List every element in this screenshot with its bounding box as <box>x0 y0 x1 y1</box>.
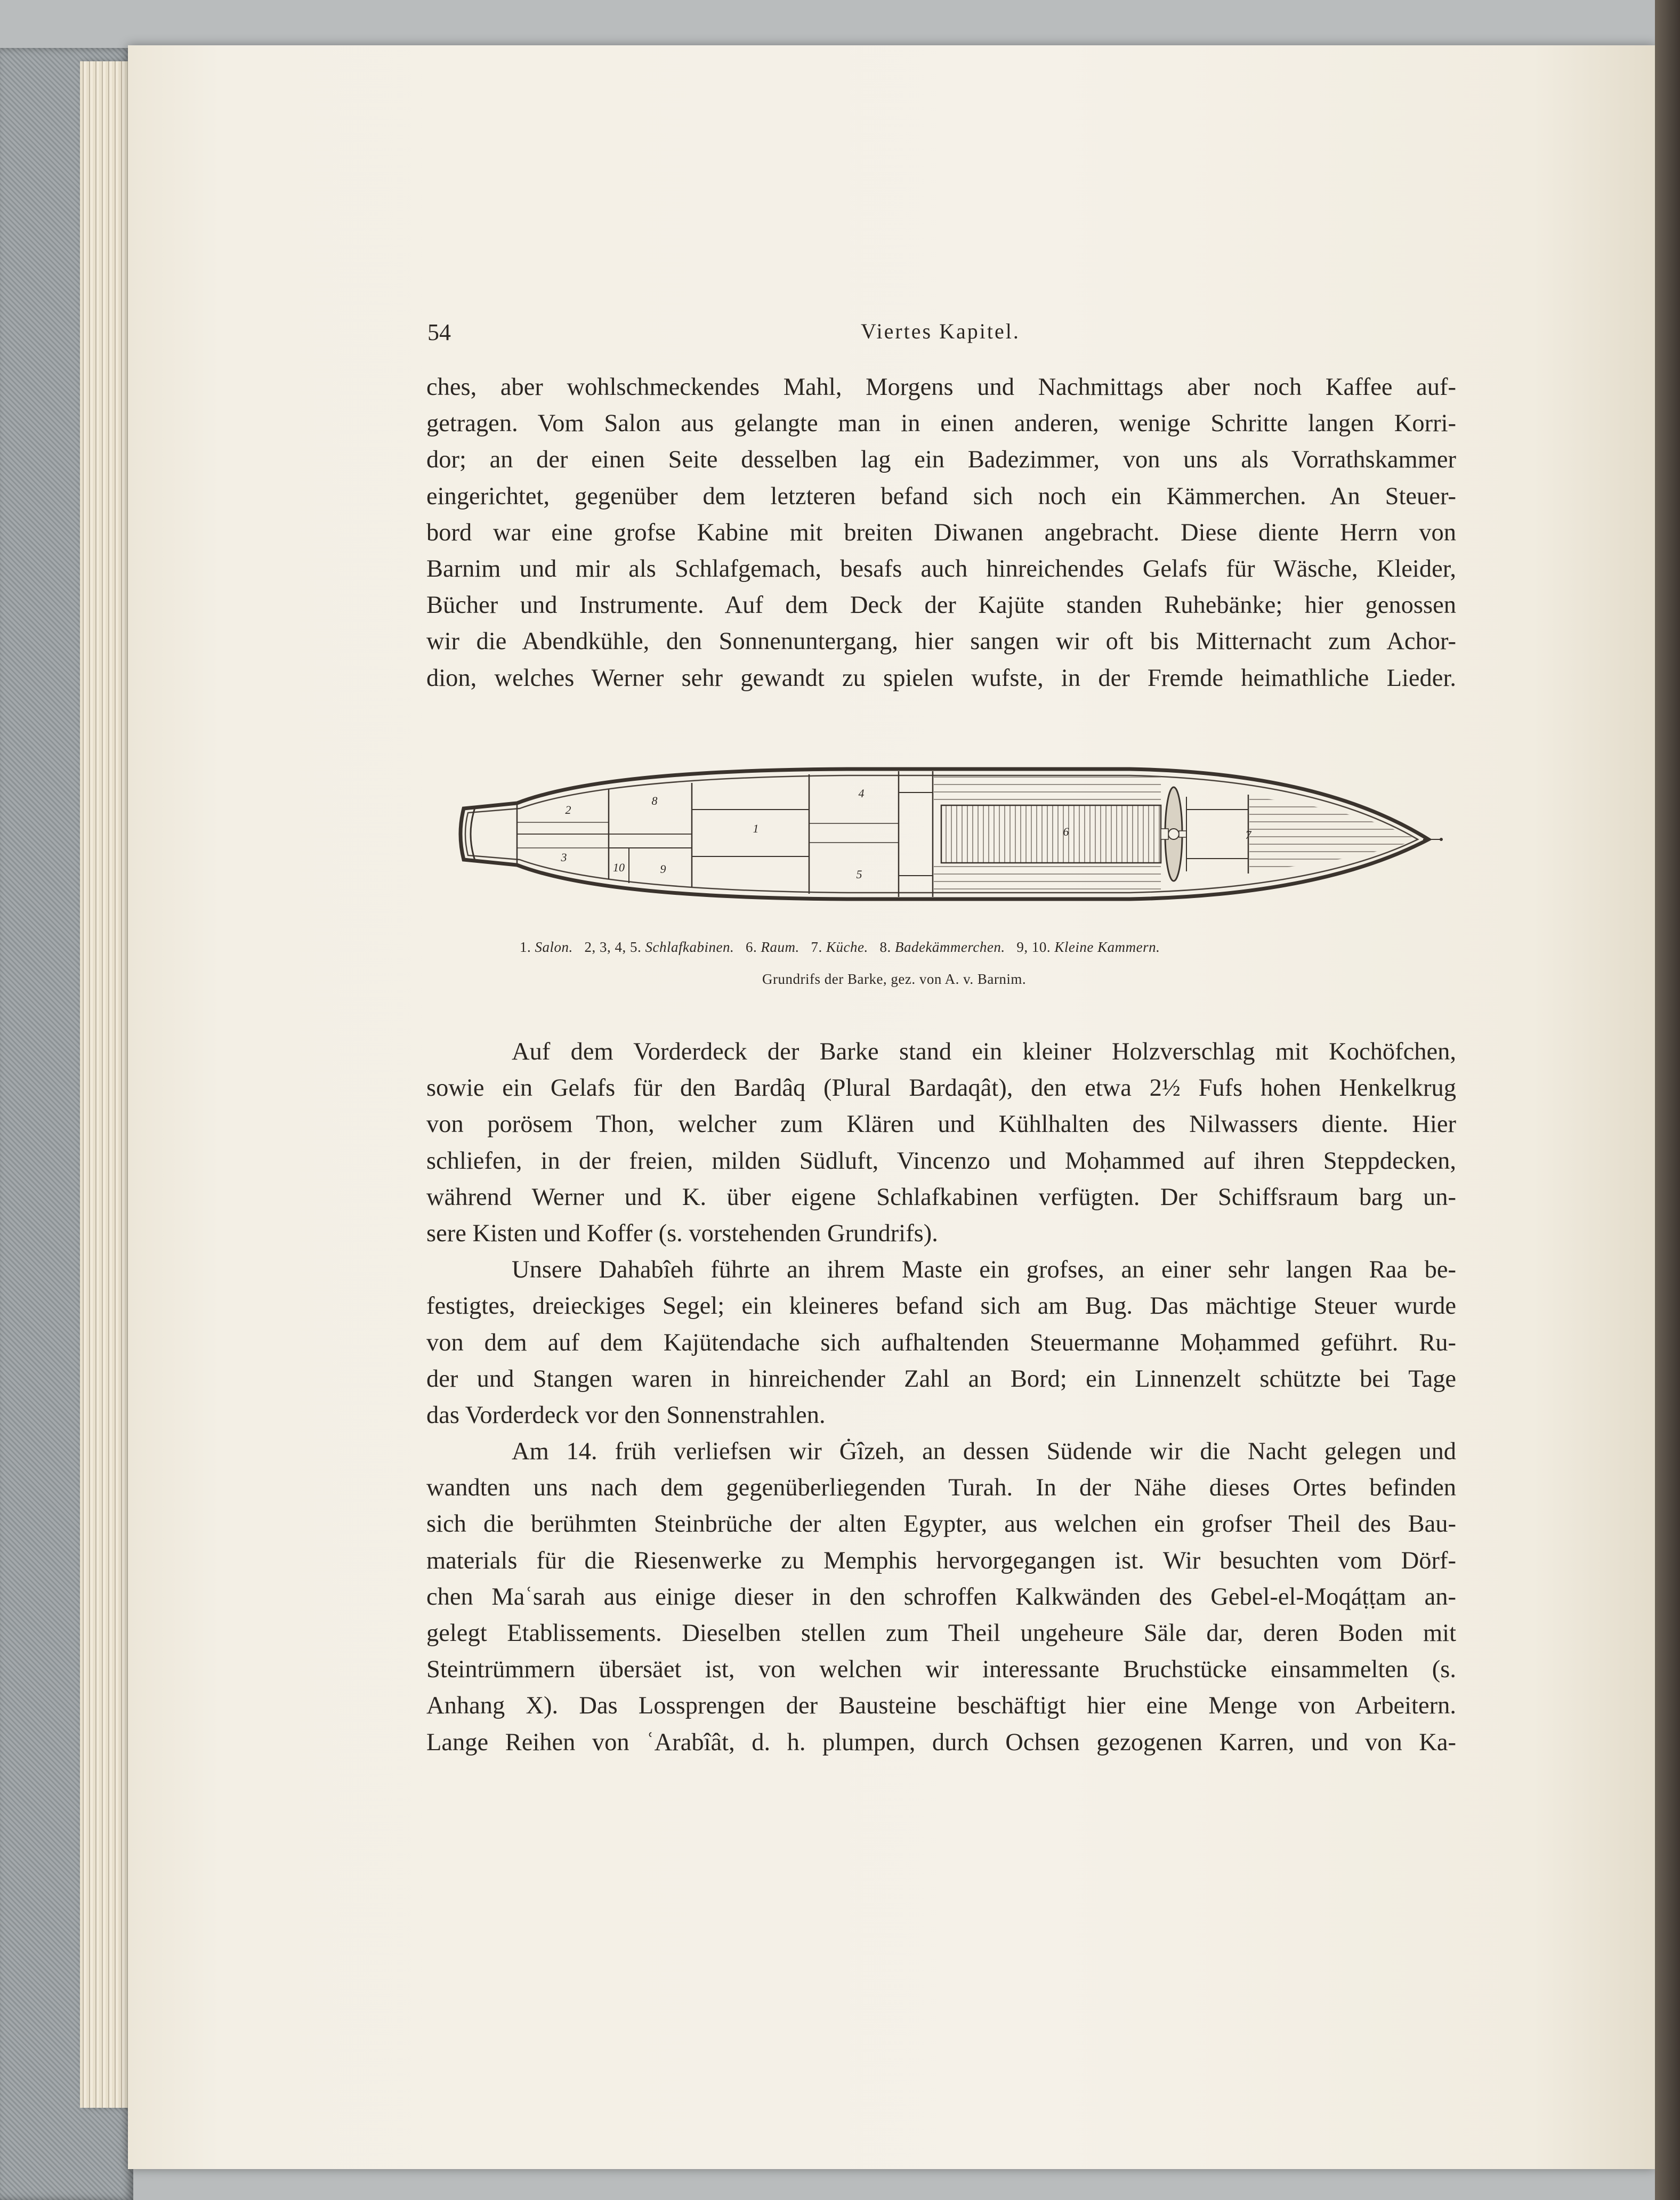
text-line: festigtes, dreieckiges Segel; ein kleineres befand sich am Bug. Das mächtige Steuer wurde <box>426 1292 1456 1320</box>
text-line: sowie ein Gelafs für den Bardâq (Plural Bardaqât), den etwa 2½ Fufs hohen Henkelkrug <box>426 1074 1456 1102</box>
text-line: Auf dem Vorderdeck der Barke stand ein kleiner Holzverschlag mit Kochöfchen, <box>512 1038 1456 1065</box>
text-line: bord war eine grofse Kabine mit breiten Diwanen angebracht. Diese diente Herrn von <box>426 519 1456 546</box>
text-line: Barnim und mir als Schlafgemach, besafs auch hinreichendes Gelafs für Wäsche, Kleider, <box>426 555 1456 583</box>
text-line: der und Stangen waren in hinreichender Zahl an Bord; ein Linnenzelt schützte bei Tage <box>426 1365 1456 1393</box>
page-number: 54 <box>427 319 451 345</box>
body-text <box>426 1034 1456 1761</box>
text-line: sere Kisten und Koffer (s. vorstehenden Grundrifs). <box>426 1219 938 1247</box>
boat-plan-drawing <box>442 743 1444 925</box>
scan-border <box>1655 0 1680 2200</box>
text-line: wir die Abendkühle, den Sonnenuntergang, hier sangen wir oft bis Mitternacht zum Achor- <box>426 628 1456 656</box>
room-number: 1 <box>753 822 759 835</box>
room-number: 7 <box>1245 828 1251 842</box>
text-line: gelegt Etablissements. Dieselben stellen zum Theil ungeheure Säle dar, deren Boden mit <box>426 1620 1456 1647</box>
text-line: Bücher und Instrumente. Auf dem Deck der Kajüte standen Ruhebänke; hier genossen <box>426 592 1456 619</box>
room-number: 2 <box>565 803 571 816</box>
text-line: Am 14. früh verliefsen wir Ġîzeh, an dessen Südende wir die Nacht gelegen und <box>512 1438 1456 1466</box>
text-line: von porösem Thon, welcher zum Klären und Kühlhalten des Nilwassers diente. Hier <box>426 1111 1456 1138</box>
text-line: das Vorderdeck vor den Sonnenstrahlen. <box>426 1401 826 1429</box>
text-line: ches, aber wohlschmeckendes Mahl, Morgens und Nachmittags aber noch Kaffee auf- <box>426 374 1456 401</box>
paragraph-continuation <box>426 369 1456 697</box>
chapter-title: Viertes Kapitel. <box>861 319 1020 343</box>
text-line: schliefen, in der freien, milden Südluft, Vincenzo und Moḥammed auf ihren Steppdecken, <box>426 1147 1456 1175</box>
text-line: sich die berühmten Steinbrüche der alten Egypter, aus welchen ein grofser Theil des Bau- <box>426 1510 1456 1538</box>
deck-planking-top <box>934 777 1161 805</box>
room-number: 9 <box>660 862 666 876</box>
text-line: materials für die Riesenwerke zu Memphis hervorgegangen ist. Wir besuchten vom Dörf- <box>426 1547 1456 1574</box>
room-number: 10 <box>613 861 625 874</box>
text-line: während Werner und K. über eigene Schlafkabinen verfügten. Der Schiffsraum barg un- <box>426 1183 1456 1211</box>
mast-hole <box>1168 829 1179 839</box>
bow-deck-planking <box>1249 797 1412 871</box>
text-line: Lange Reihen von ʿArabîât, d. h. plumpen, durch Ochsen gezogenen Karren, und von Ka- <box>426 1728 1456 1756</box>
text-line: eingerichtet, gegenüber dem letzteren befand sich noch ein Kämmerchen. An Steuer- <box>426 482 1456 510</box>
text-line: Steintrümmern übersäet ist, von welchen wir interessante Bruchstücke einsammelten (s. <box>426 1656 1456 1684</box>
room-number: 3 <box>561 851 567 864</box>
figure-caption: Grundrifs der Barke, gez. von A. v. Barnim. <box>762 971 1027 987</box>
text-line: wandten uns nach dem gegenüberliegenden Turah. In der Nähe dieses Ortes befinden <box>426 1474 1456 1502</box>
text-line: getragen. Vom Salon aus gelangte man in einen anderen, wenige Schritte langen Korri- <box>426 410 1456 438</box>
text-line: chen Maʿsarah aus einige dieser in den schroffen Kalkwänden des Gebel-el-Moqáṭṭam an- <box>426 1583 1456 1611</box>
text-line: Anhang X). Das Lossprengen der Bausteine beschäftigt hier eine Menge von Arbeitern. <box>426 1692 1456 1720</box>
room-number: 4 <box>858 787 865 800</box>
figure-legend: 1. Salon. 2, 3, 4, 5. Schlafkabinen. 6. Raum. 7. Küche. 8. Badekämmerchen. 9, 10. Kleine Kammern. <box>520 939 1160 955</box>
boat-floor-plan <box>442 743 1444 925</box>
hold-room <box>941 805 1161 863</box>
room-number: 8 <box>651 794 658 807</box>
room-number: 5 <box>856 868 862 881</box>
text-line: dion, welches Werner sehr gewandt zu spielen wufste, in der Fremde heimathliche Lieder. <box>426 664 1456 692</box>
text-line: von dem auf dem Kajütendache sich aufhaltenden Steuermanne Moḥammed geführt. Ru- <box>426 1329 1456 1356</box>
room-number: 6 <box>1063 825 1069 838</box>
text-line: dor; an der einen Seite desselben lag ein Badezimmer, von uns als Vorrathskammer <box>426 446 1456 474</box>
stern-cap <box>471 806 475 862</box>
deck-planking-bottom <box>934 863 1161 892</box>
text-line: Unsere Dahabîeh führte an ihrem Maste ein grofses, an einer sehr langen Raa be- <box>512 1256 1456 1284</box>
